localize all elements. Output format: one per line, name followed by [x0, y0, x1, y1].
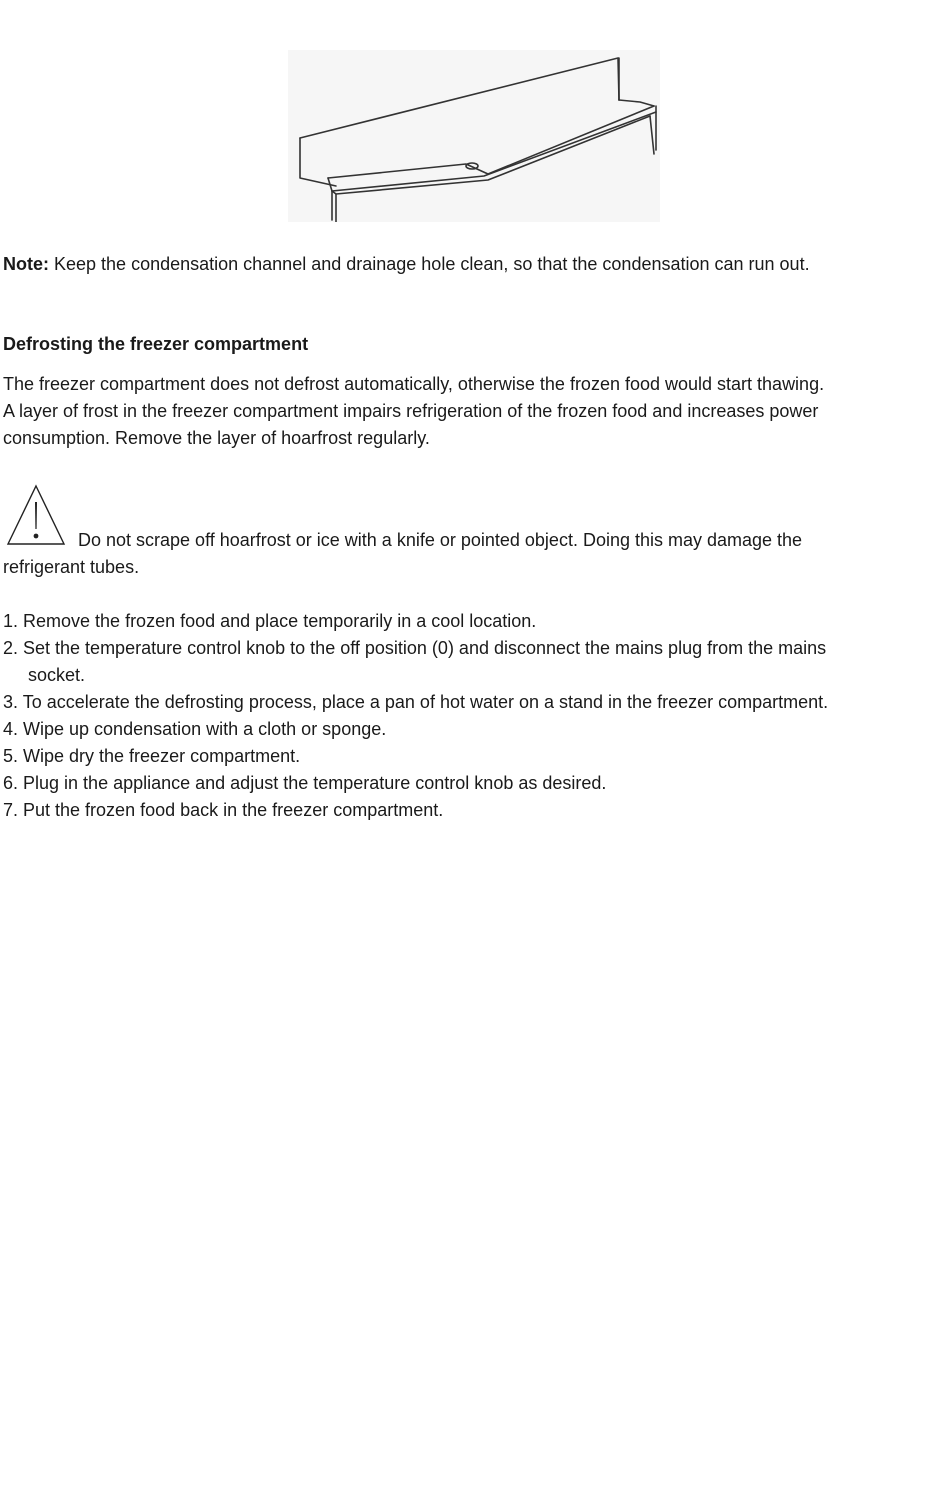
note-label: Note:: [3, 254, 49, 274]
list-item: [3, 608, 947, 635]
condensation-channel-illustration: [288, 50, 660, 222]
list-item: [3, 716, 947, 743]
step-line: 3. To accelerate the defrosting process, place a pan of hot water on a stand in the freezer compartment.: [3, 692, 829, 712]
intro-line: The freezer compartment does not defrost automatically, otherwise the frozen food would start thawing.: [3, 374, 825, 394]
warning-line: refrigerant tubes.: [3, 557, 140, 577]
list-item: [3, 743, 947, 770]
step-line: 4. Wipe up condensation with a cloth or sponge.: [3, 719, 387, 739]
warning-paragraph: [3, 527, 947, 581]
step-line: 2. Set the temperature control knob to the off position (0) and disconnect the mains plug from the mains: [3, 638, 827, 658]
list-item: [3, 770, 947, 797]
step-line: 1. Remove the frozen food and place temporarily in a cool location.: [3, 611, 537, 631]
section-heading: Defrosting the freezer compartment: [3, 334, 309, 354]
intro-paragraph: [3, 371, 947, 452]
intro-line: consumption. Remove the layer of hoarfrost regularly.: [3, 428, 430, 448]
note-text: Keep the condensation channel and drainage hole clean, so that the condensation can run out.: [49, 254, 810, 274]
step-line: 5. Wipe dry the freezer compartment.: [3, 746, 301, 766]
step-line: 7. Put the frozen food back in the freezer compartment.: [3, 800, 444, 820]
step-line-continuation: socket.: [28, 665, 86, 685]
list-item: [3, 689, 947, 716]
defrost-steps-list: [3, 608, 947, 824]
step-line: 6. Plug in the appliance and adjust the temperature control knob as desired.: [3, 773, 607, 793]
list-item: [3, 635, 947, 689]
condensation-channel-figure: [288, 50, 660, 222]
list-item: [3, 797, 947, 824]
note-paragraph: [3, 251, 947, 278]
warning-line: Do not scrape off hoarfrost or ice with a knife or pointed object. Doing this may damage the: [78, 530, 803, 550]
intro-line: A layer of frost in the freezer compartment impairs refrigeration of the frozen food and increases power: [3, 401, 819, 421]
